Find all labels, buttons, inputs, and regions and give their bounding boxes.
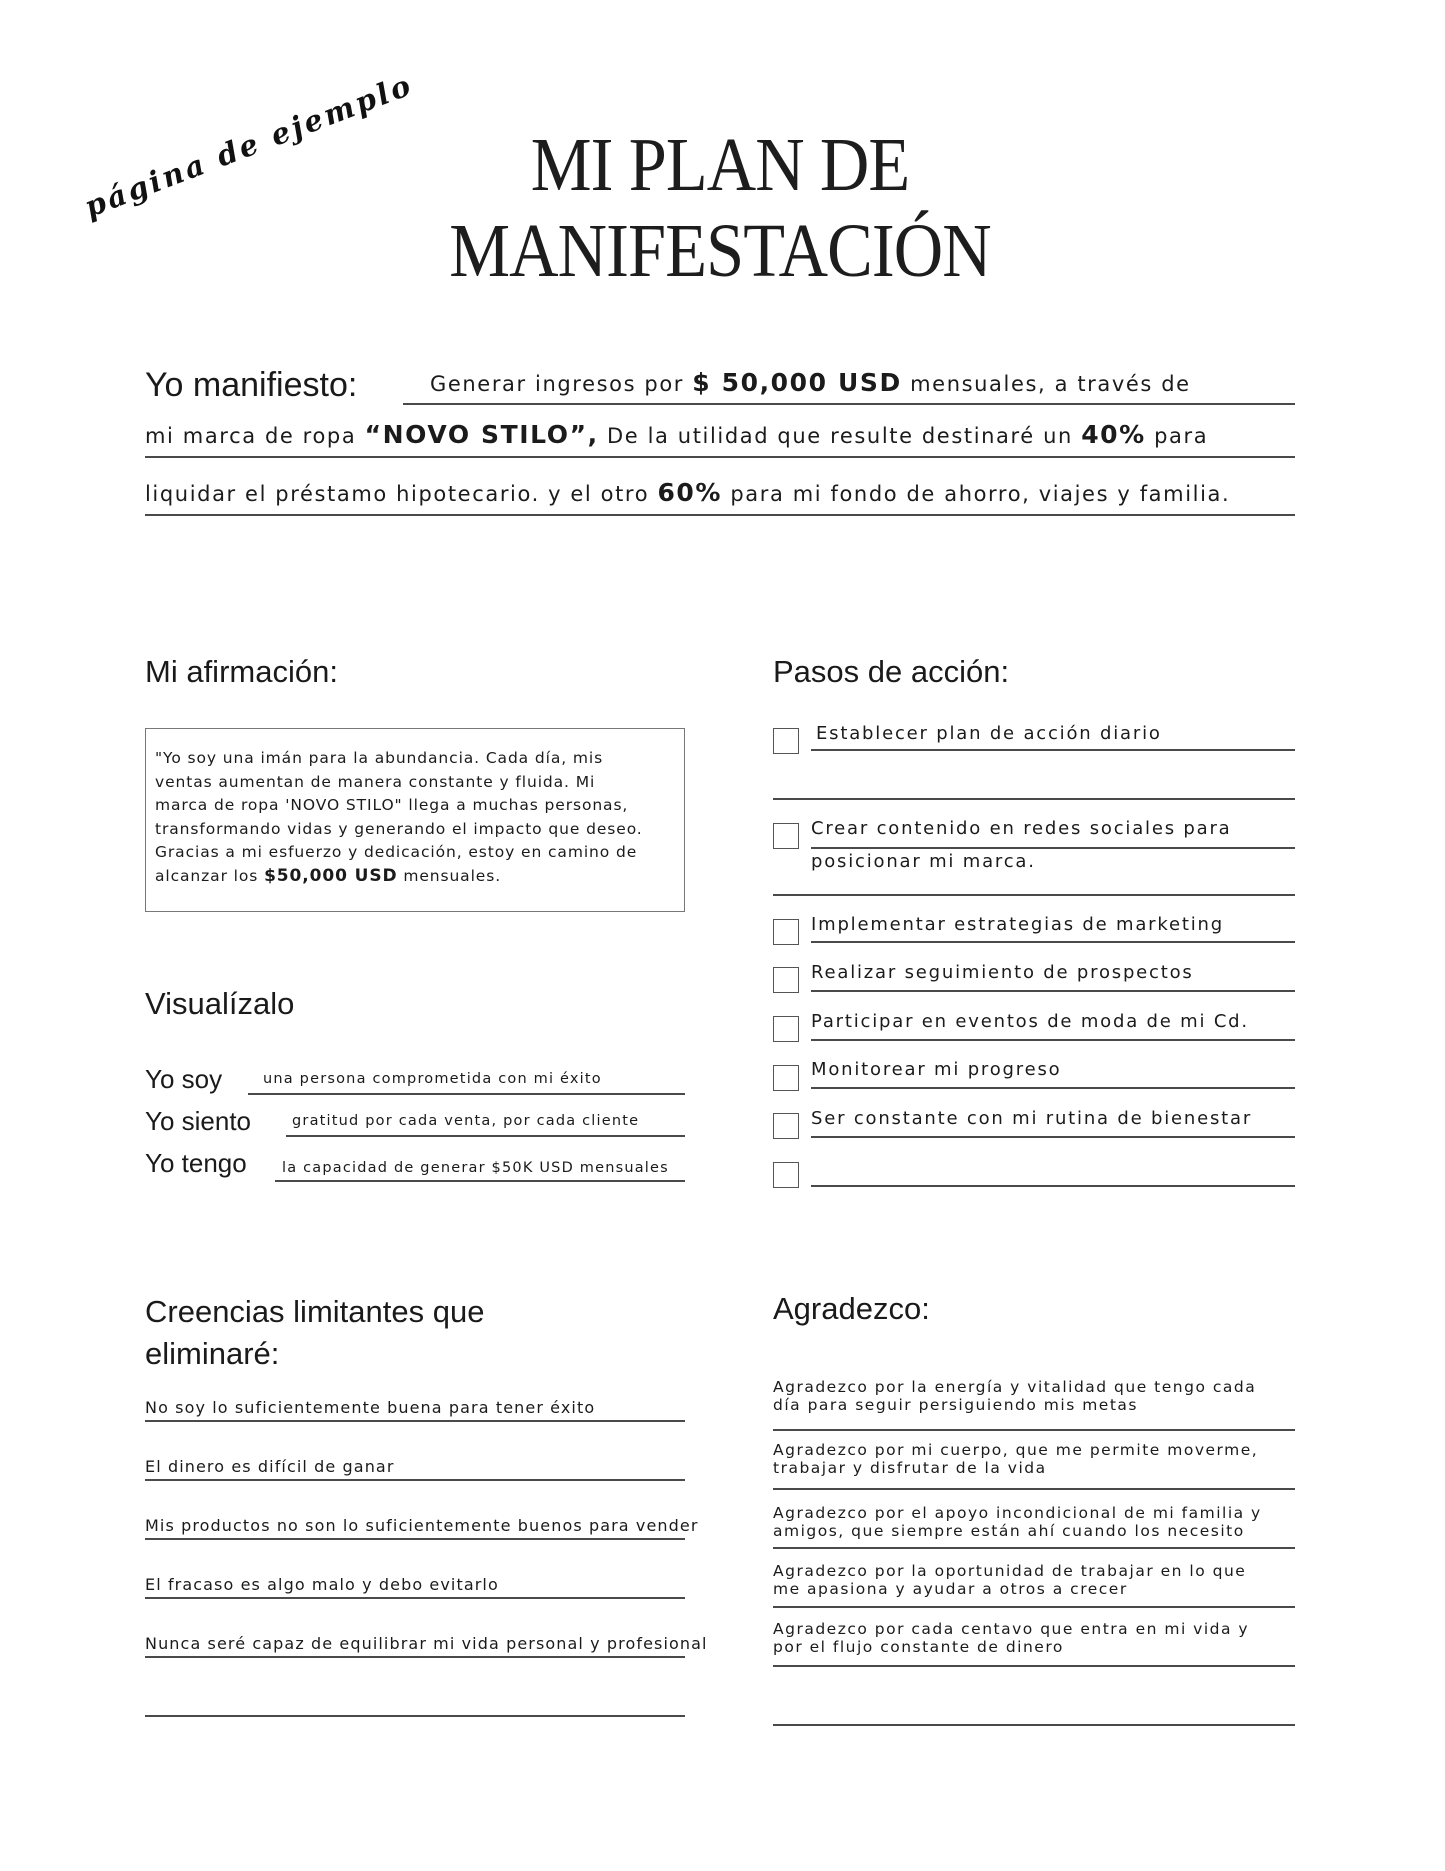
action-step-3[interactable]: Implementar estrategias de marketing: [811, 914, 1224, 935]
gratitude-rule-1: [773, 1429, 1295, 1431]
gratitude-line: Agradezco por la energía y vitalidad que tengo cada: [773, 1378, 1257, 1396]
affirmation-heading: Mi afirmación:: [145, 654, 338, 689]
belief-rule-5: [145, 1656, 685, 1658]
belief-rule-3: [145, 1538, 685, 1540]
gratitude-item-1[interactable]: [773, 1378, 1256, 1414]
affirmation-line: "Yo soy una imán para la abundancia. Cada día, mis: [155, 749, 604, 767]
gratitude-line: Agradezco por mi cuerpo, que me permite moverme,: [773, 1441, 1259, 1459]
visualize-rule-soy: [248, 1093, 685, 1095]
belief-item-3[interactable]: Mis productos no son lo suficientemente buenos para vender: [145, 1516, 699, 1535]
beliefs-heading-line2: eliminaré:: [145, 1336, 280, 1371]
action-rule-1b: [773, 798, 1295, 800]
manifest-label: Yo manifiesto:: [145, 366, 358, 404]
action-checkbox-2[interactable]: [773, 823, 799, 849]
action-rule-2b: [773, 894, 1295, 896]
visualize-label-tengo: Yo tengo: [145, 1148, 247, 1178]
gratitude-heading: Agradezco:: [773, 1291, 930, 1326]
gratitude-line: Agradezco por el apoyo incondicional de mi familia y: [773, 1504, 1262, 1522]
belief-rule-4: [145, 1597, 685, 1599]
belief-rule-2: [145, 1479, 685, 1481]
belief-item-4[interactable]: El fracaso es algo malo y debo evitarlo: [145, 1575, 499, 1594]
action-step-2[interactable]: Crear contenido en redes sociales para: [811, 818, 1232, 839]
gratitude-rule-5: [773, 1665, 1295, 1667]
affirmation-box[interactable]: [145, 728, 685, 912]
gratitude-item-3[interactable]: [773, 1504, 1262, 1540]
action-rule-8: [811, 1185, 1295, 1187]
manifest-rule-2: [145, 456, 1295, 458]
manifest-text: Generar ingresos por: [430, 372, 693, 396]
manifest-line-1[interactable]: [430, 368, 1191, 397]
visualize-rule-tengo: [275, 1180, 685, 1182]
brand-name: “NOVO STILO”,: [364, 420, 599, 449]
page-title-line1: MI PLAN DE: [530, 123, 910, 207]
action-rule-4: [811, 990, 1295, 992]
belief-item-1[interactable]: No soy lo suficientemente buena para tener éxito: [145, 1398, 596, 1417]
gratitude-rule-6: [773, 1724, 1295, 1726]
action-checkbox-8[interactable]: [773, 1162, 799, 1188]
action-checkbox-4[interactable]: [773, 967, 799, 993]
affirmation-text: [155, 747, 676, 888]
manifest-percent: 60%: [657, 478, 723, 507]
action-checkbox-6[interactable]: [773, 1065, 799, 1091]
visualize-heading: Visualízalo: [145, 986, 295, 1021]
manifest-rule-3: [145, 514, 1295, 516]
gratitude-line: me apasiona y ayudar a otros a crecer: [773, 1580, 1128, 1598]
manifest-text: mi marca de ropa: [145, 424, 365, 448]
action-checkbox-1[interactable]: [773, 728, 799, 754]
visualize-label-siento: Yo siento: [145, 1106, 252, 1136]
visualize-value-siento[interactable]: gratitud por cada venta, por cada cliente: [292, 1113, 640, 1129]
action-step-4[interactable]: Realizar seguimiento de prospectos: [811, 962, 1194, 983]
sample-page-stamp: página de ejemplo: [79, 67, 418, 224]
affirmation-line: marca de ropa 'NOVO STILO" llega a muchas personas,: [155, 796, 629, 814]
manifest-text: mensuales, a través de: [901, 372, 1191, 396]
visualize-value-tengo[interactable]: la capacidad de generar $50K USD mensuales: [282, 1160, 669, 1176]
action-checkbox-3[interactable]: [773, 919, 799, 945]
belief-item-2[interactable]: El dinero es difícil de ganar: [145, 1457, 395, 1476]
affirmation-text-part: alcanzar los: [155, 866, 265, 885]
manifest-line-3[interactable]: [145, 478, 1230, 507]
visualize-label-soy: Yo soy: [145, 1064, 223, 1094]
visualize-value-soy[interactable]: una persona comprometida con mi éxito: [263, 1071, 602, 1087]
belief-item-5[interactable]: Nunca seré capaz de equilibrar mi vida personal y profesional: [145, 1634, 708, 1653]
gratitude-rule-3: [773, 1547, 1295, 1549]
manifest-line-2[interactable]: [145, 420, 1208, 449]
action-rule-5: [811, 1039, 1295, 1041]
action-step-6[interactable]: Monitorear mi progreso: [811, 1059, 1062, 1080]
action-rule-1: [811, 749, 1295, 751]
gratitude-rule-4: [773, 1606, 1295, 1608]
affirmation-line: [155, 865, 676, 889]
manifest-text: De la utilidad que resulte destinaré un: [598, 424, 1082, 448]
action-step-2-cont[interactable]: posicionar mi marca.: [811, 851, 1036, 872]
action-rule-7: [811, 1136, 1295, 1138]
manifest-percent: 40%: [1081, 420, 1146, 449]
manifest-rule-1: [403, 403, 1295, 405]
gratitude-line: trabajar y disfrutar de la vida: [773, 1459, 1047, 1477]
affirmation-line: ventas aumentan de manera constante y fluida. Mi: [155, 772, 596, 791]
gratitude-item-4[interactable]: [773, 1562, 1246, 1598]
manifest-text: para mi fondo de ahorro, viajes y familia.: [722, 482, 1231, 506]
action-checkbox-5[interactable]: [773, 1016, 799, 1042]
action-rule-2: [811, 847, 1295, 849]
gratitude-rule-2: [773, 1488, 1295, 1490]
manifest-text: para: [1145, 424, 1209, 448]
action-steps-heading: Pasos de acción:: [773, 654, 1010, 689]
gratitude-item-2[interactable]: [773, 1441, 1258, 1477]
action-step-7[interactable]: Ser constante con mi rutina de bienestar: [811, 1108, 1253, 1129]
belief-rule-1: [145, 1420, 685, 1422]
gratitude-item-5[interactable]: [773, 1620, 1249, 1656]
action-rule-3: [811, 941, 1295, 943]
beliefs-heading: [145, 1291, 484, 1375]
gratitude-line: día para seguir persiguiendo mis metas: [773, 1396, 1138, 1414]
page-title-line2: MANIFESTACIÓN: [449, 209, 991, 293]
affirmation-text-part: mensuales.: [397, 866, 502, 885]
affirmation-line: Gracias a mi esfuerzo y dedicación, estoy en camino de: [155, 843, 638, 861]
affirmation-amount: $50,000 USD: [264, 865, 398, 886]
visualize-rule-siento: [286, 1135, 685, 1137]
belief-rule-6: [145, 1715, 685, 1717]
action-step-1[interactable]: Establecer plan de acción diario: [816, 723, 1162, 744]
manifest-amount: $ 50,000 USD: [692, 368, 902, 397]
affirmation-line: transformando vidas y generando el impacto que deseo.: [155, 819, 643, 838]
action-checkbox-7[interactable]: [773, 1113, 799, 1139]
action-step-5[interactable]: Participar en eventos de moda de mi Cd.: [811, 1011, 1249, 1032]
gratitude-line: por el flujo constante de dinero: [773, 1638, 1064, 1656]
gratitude-line: Agradezco por cada centavo que entra en mi vida y: [773, 1620, 1250, 1638]
manifest-text: liquidar el préstamo hipotecario. y el otro: [145, 482, 658, 506]
action-rule-6: [811, 1087, 1295, 1089]
beliefs-heading-line1: Creencias limitantes que: [145, 1294, 485, 1329]
gratitude-line: Agradezco por la oportunidad de trabajar en lo que: [773, 1562, 1247, 1580]
gratitude-line: amigos, que siempre están ahí cuando los necesito: [773, 1522, 1245, 1540]
